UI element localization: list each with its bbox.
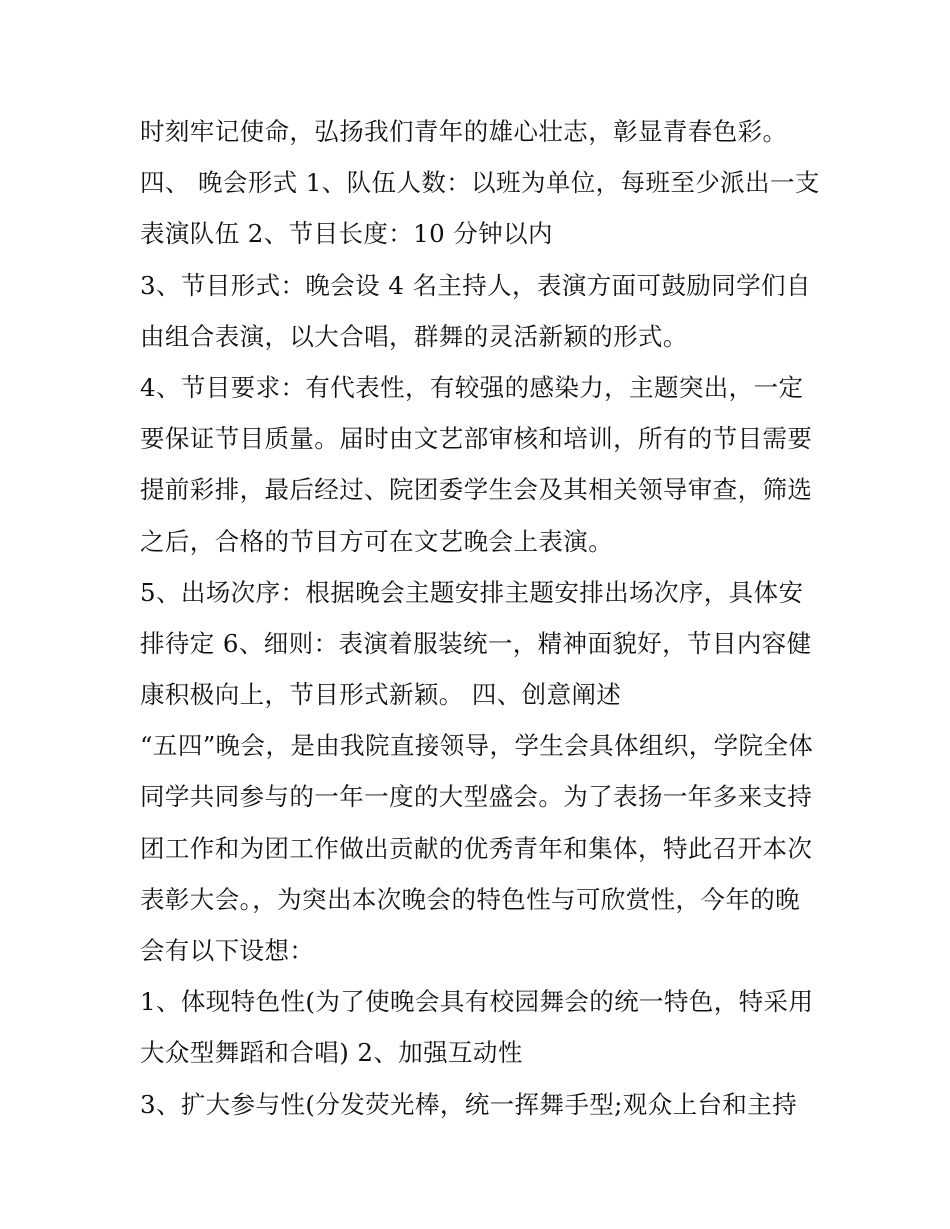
text-line-3: 表演队伍 2、节目长度：10 分钟以内	[140, 219, 553, 249]
text-line-2: 四、 晚会形式 1、队伍人数：以班为单位，每班至少派出一支	[140, 168, 820, 198]
text-line-1: 时刻牢记使命，弘扬我们青年的雄心壮志，彰显青春色彩。	[140, 117, 788, 146]
text-line-10: 5、出场次序：根据晚会主题安排主题安排出场次序，具体安	[140, 577, 804, 607]
text-line-17: 会有以下设想：	[140, 936, 315, 965]
text-line-4: 3、节目形式：晚会设 4 名主持人，表演方面可鼓励同学们自	[140, 270, 811, 300]
body-text	[140, 106, 830, 1130]
text-line-15: 团工作和为团工作做出贡献的优秀青年和集体，特此召开本次	[140, 833, 813, 863]
text-line-16: 表彰大会。，为突出本次晚会的特色性与可欣赏性，今年的晚	[140, 884, 801, 914]
text-line-6: 4、节目要求：有代表性，有较强的感染力，主题突出，一定	[140, 372, 804, 402]
text-line-12: 康积极向上，节目形式新颖。 四、创意阐述	[140, 680, 622, 710]
text-line-13: “五四”晚会，是由我院直接领导，学生会具体组织，学院全体	[140, 731, 814, 761]
text-line-8: 提前彩排，最后经过、院团委学生会及其相关领导审查，筛选	[140, 475, 813, 505]
text-line-5: 由组合表演，以大合唱，群舞的灵活新颖的形式。	[140, 321, 688, 351]
text-line-20: 3、扩大参与性(分发荧光棒，统一挥舞手型;观众上台和主持	[140, 1089, 798, 1119]
text-line-18: 1、体现特色性(为了使晚会具有校园舞会的统一特色，特采用	[140, 987, 814, 1017]
text-line-9: 之后，合格的节目方可在文艺晚会上表演。	[140, 526, 614, 556]
text-line-7: 要保证节目质量。届时由文艺部审核和培训，所有的节目需要	[140, 424, 813, 454]
text-line-14: 同学共同参与的一年一度的大型盛会。为了表扬一年多来支持	[140, 782, 813, 812]
text-line-11: 排待定 6、细则：表演着服装统一，精神面貌好，节目内容健	[140, 628, 812, 658]
text-line-19: 大众型舞蹈和合唱) 2、加强互动性	[140, 1038, 523, 1068]
